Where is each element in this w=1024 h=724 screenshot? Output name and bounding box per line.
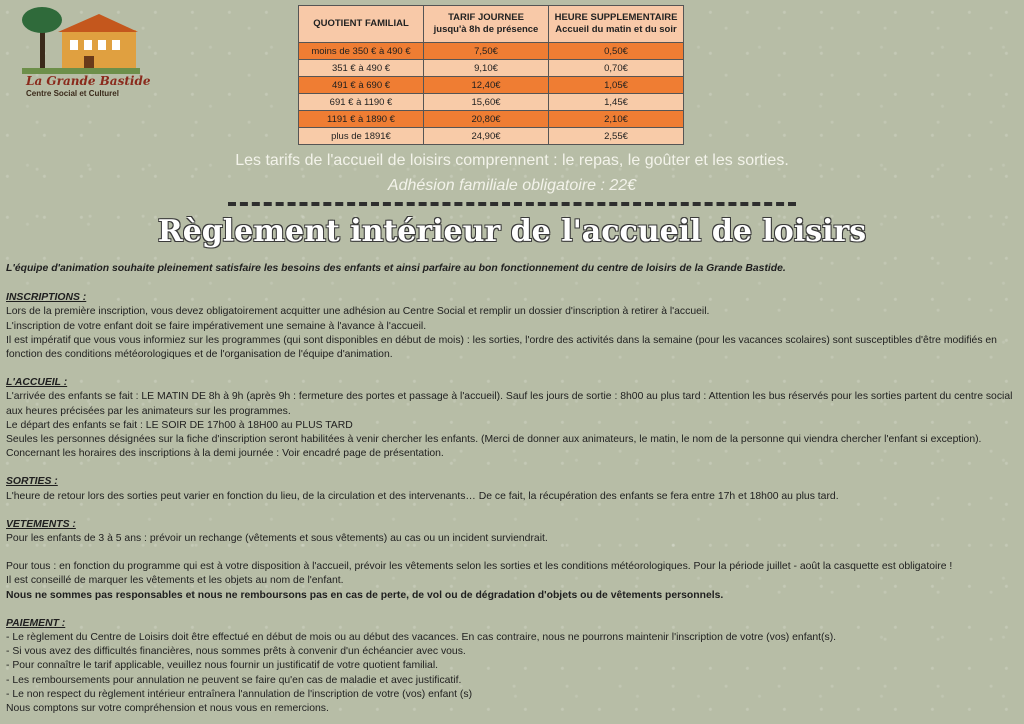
section-heading-paiement: PAIEMENT :	[6, 617, 66, 629]
logo-subtitle: Centre Social et Culturel	[26, 89, 119, 98]
list-item: - Le règlement du Centre de Loisirs doit être effectué en début de mois ou au début des vacances. En cas contraire, nous ne pourrons maintenir l'inscription de votre (vos) enfant(s).	[6, 632, 837, 644]
logo	[20, 6, 151, 98]
paragraph: Seules les personnes désignées sur la fiche d'inscription seront habilitées à venir chercher les enfants. (Merci de donner aux animateurs, le matin, le nom de la personne qui viendra chercher l'enfant si exception). Concernant les horaires des inscriptions à la demi journée : Voir encadré page de présentation.	[6, 434, 982, 460]
table-row: 691 € à 1190 € 15,60€ 1,45€	[299, 94, 684, 111]
section-heading-sorties: SORTIES :	[6, 476, 58, 488]
paragraph: Il est impératif que vous vous informiez sur les programmes (qui sont disponibles en début de mois) : les sorties, l'ordre des activités dans la semaine (pour les vacances scolaires) sont susceptibles d'être modifiés en fonction des conditions météorologiques et de l'organisation de l'équipe d'animation.	[6, 334, 997, 361]
paragraph: Lors de la première inscription, vous devez obligatoirement acquitter une adhésion au Centre Social et remplir un dossier d'inscription à retirer à l'accueil.	[6, 306, 710, 318]
adhesion-note: Adhésion familiale obligatoire : 22€	[387, 177, 637, 194]
logo-name: La Grande Bastide	[26, 74, 151, 88]
reglement-content	[6, 262, 1018, 716]
paragraph-bold: Nous ne sommes pas responsables et nous ne remboursons pas en cas de perte, de vol ou de dégradation d'objets ou de vêtements personnels.	[6, 589, 724, 601]
paragraph: L'arrivée des enfants se fait : LE MATIN DE 8h à 9h (après 9h : fermeture des portes et passage à l'accueil). Sauf les jours de sortie : 8h00 au plus tard : Attention les bus réservés pour les sorties partent du centre social aux heures précisées par les animateurs sur les programmes.	[6, 391, 1013, 417]
paragraph: Le départ des enfants se fait : LE SOIR DE 17h00 à 18H00 au PLUS TARD	[6, 419, 353, 431]
table-row: plus de 1891€ 24,90€ 2,55€	[299, 128, 684, 145]
section-heading-vetements: VETEMENTS :	[6, 518, 76, 530]
paragraph: Nous comptons sur votre compréhension et nous vous en remercions.	[6, 703, 329, 715]
section-heading-accueil: L'ACCUEIL :	[6, 377, 68, 389]
paragraph: Il est conseillé de marquer les vêtements et les objets au nom de l'enfant.	[6, 575, 344, 587]
dashed-divider	[228, 202, 796, 206]
section-heading-inscriptions: INSCRIPTIONS :	[6, 292, 87, 304]
list-item: - Si vous avez des difficultés financières, nous sommes prêts à convenir d'un échéancier avec vous.	[6, 646, 466, 658]
table-row: 491 € à 690 € 12,40€ 1,05€	[299, 77, 684, 94]
list-item: - Pour connaître le tarif applicable, veuillez nous fournir un justificatif de votre quotient familial.	[6, 660, 439, 672]
header-heure-supplementaire: HEURE SUPPLEMENTAIRE Accueil du matin et du soir	[549, 6, 684, 43]
table-row: moins de 350 € à 490 € 7,50€ 0,50€	[299, 43, 684, 60]
table-row: 1191 € à 1890 € 20,80€ 2,10€	[299, 111, 684, 128]
tarifs-note: Les tarifs de l'accueil de loisirs comprennent : le repas, le goûter et les sorties.	[235, 152, 789, 169]
header-tarif-journee: TARIF JOURNEE jusqu'à 8h de présence	[424, 6, 549, 43]
paragraph: Pour tous : en fonction du programme qui est à votre disposition à l'accueil, prévoir les vêtements selon les sorties et les conditions météorologiques. Pour la période juillet - août la casquette est obligatoire !	[6, 561, 953, 573]
intro-text: L'équipe d'animation souhaite pleinement satisfaire les besoins des enfants et ainsi parfaire au bon fonctionnement du centre de loisirs de la Grande Bastide.	[6, 263, 786, 274]
paragraph: L'inscription de votre enfant doit se faire impérativement une semaine à l'avance à l'accueil.	[6, 320, 427, 332]
paragraph: L'heure de retour lors des sorties peut varier en fonction du lieu, de la circulation et des intervenants… De ce fait, la récupération des enfants se fera entre 17h et 18h00 au plus tard.	[6, 490, 839, 502]
list-item: - Le non respect du règlement intérieur entraînera l'annulation de l'inscription de votre (vos) enfant (s)	[6, 688, 473, 700]
bastide-logo-icon	[22, 6, 140, 74]
tarifs-table	[298, 5, 684, 145]
page-title: Règlement intérieur de l'accueil de loisirs	[157, 214, 867, 249]
header-quotient: QUOTIENT FAMILIAL	[299, 6, 424, 43]
paragraph: Pour les enfants de 3 à 5 ans : prévoir un rechange (vêtements et sous vêtements) au cas ou un incident surviendrait.	[6, 533, 548, 545]
list-item: - Les remboursements pour annulation ne peuvent se faire qu'en cas de maladie et avec justificatif.	[6, 674, 462, 686]
table-row: 351 € à 490 € 9,10€ 0,70€	[299, 60, 684, 77]
